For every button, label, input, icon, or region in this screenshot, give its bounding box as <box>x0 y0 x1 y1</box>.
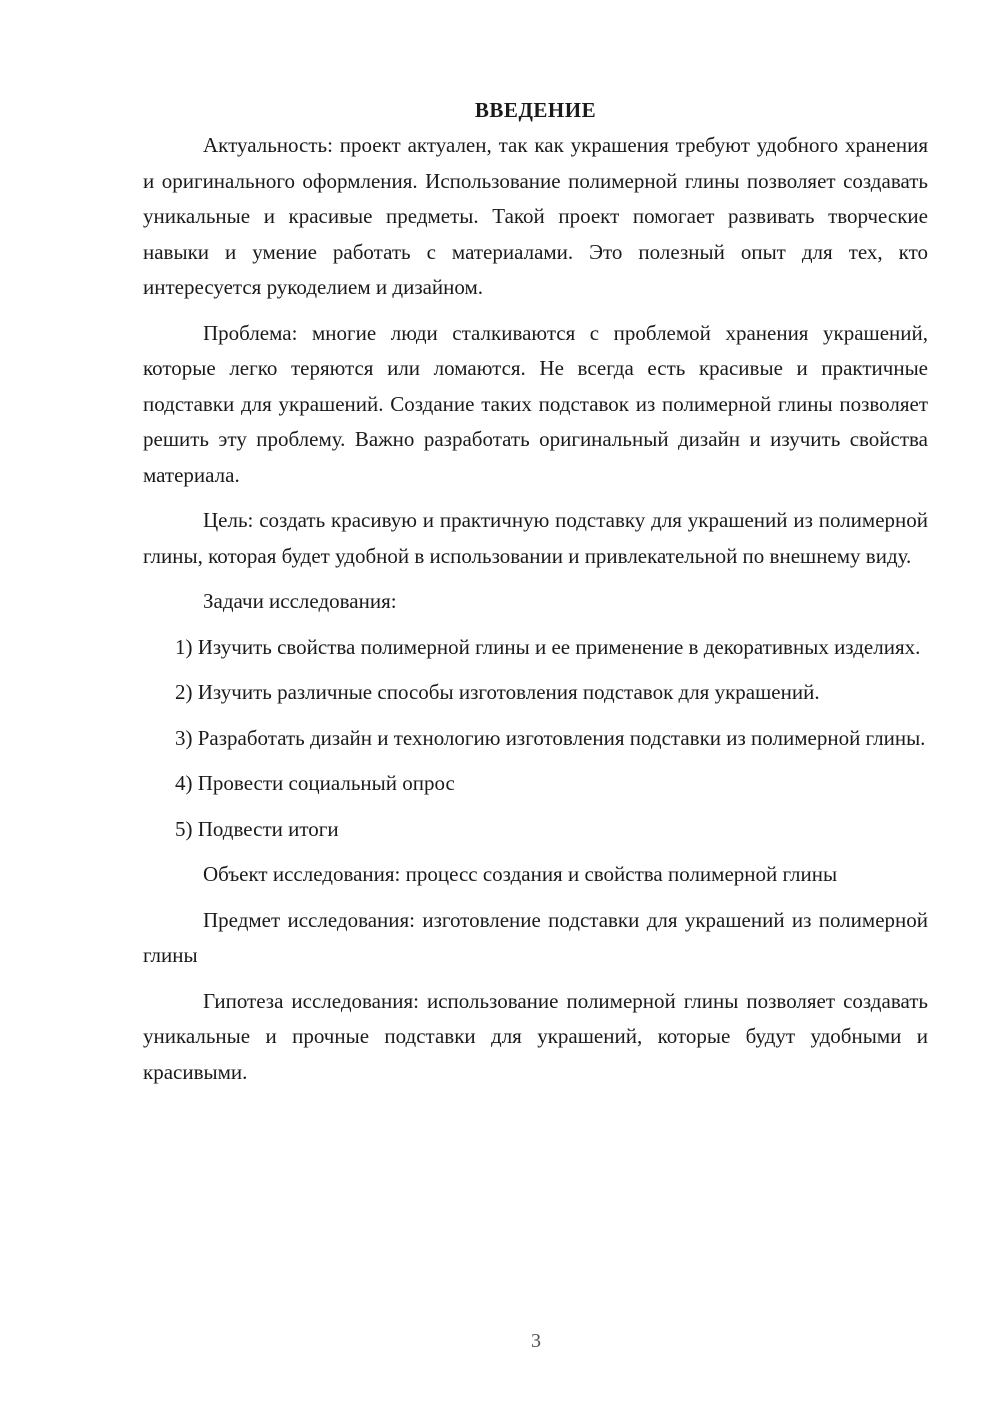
goal-paragraph: Цель: создать красивую и практичную подставку для украшений из полимерной глины, которая будет удобной в использовании и привлекательной по внешнему виду. <box>143 508 928 568</box>
object-paragraph: Объект исследования: процесс создания и свойства полимерной глины <box>203 862 838 886</box>
task-item-1: 1) Изучить свойства полимерной глины и ее применение в декоративных изделиях. <box>175 634 921 659</box>
subject-paragraph: Предмет исследования: изготовление подставки для украшений из полимерной глины <box>143 907 928 967</box>
problem-paragraph: Проблема: многие люди сталкиваются с проблемой хранения украшений, которые легко теряются или ломаются. Не всегда есть красивые и практичные подставки для украшений. Создание таких подставок из полимерной глины позволяет решить эту проблему. Важно разработать оригинальный дизайн и изучить свойства материала. <box>143 320 928 487</box>
tasks-heading: Задачи исследования: <box>203 589 397 613</box>
section-title: ВВЕДЕНИЕ <box>474 98 597 122</box>
relevance-paragraph: Актуальность: проект актуален, так как украшения требуют удобного хранения и оригинального оформления. Использование полимерной глины позволяет создавать уникальные и красивые предметы. Такой проект помогает развивать творческие навыки и умение работать с материалами. Это полезный опыт для тех, кто интересуется рукоделием и дизайном. <box>143 133 928 299</box>
hypothesis-paragraph: Гипотеза исследования: использование полимерной глины позволяет создавать уникальные и прочные подставки для украшений, которые будут удобными и красивыми. <box>143 988 928 1084</box>
page-content <box>143 92 928 1090</box>
page-number: 3 <box>531 1330 541 1352</box>
task-item-3: 3) Разработать дизайн и технологию изготовления подставки из полимерной глины. <box>175 725 926 750</box>
task-item-5: 5) Подвести итоги <box>175 816 339 841</box>
task-item-4: 4) Провести социальный опрос <box>175 771 455 795</box>
task-item-2: 2) Изучить различные способы изготовления подставок для украшений. <box>175 680 820 704</box>
